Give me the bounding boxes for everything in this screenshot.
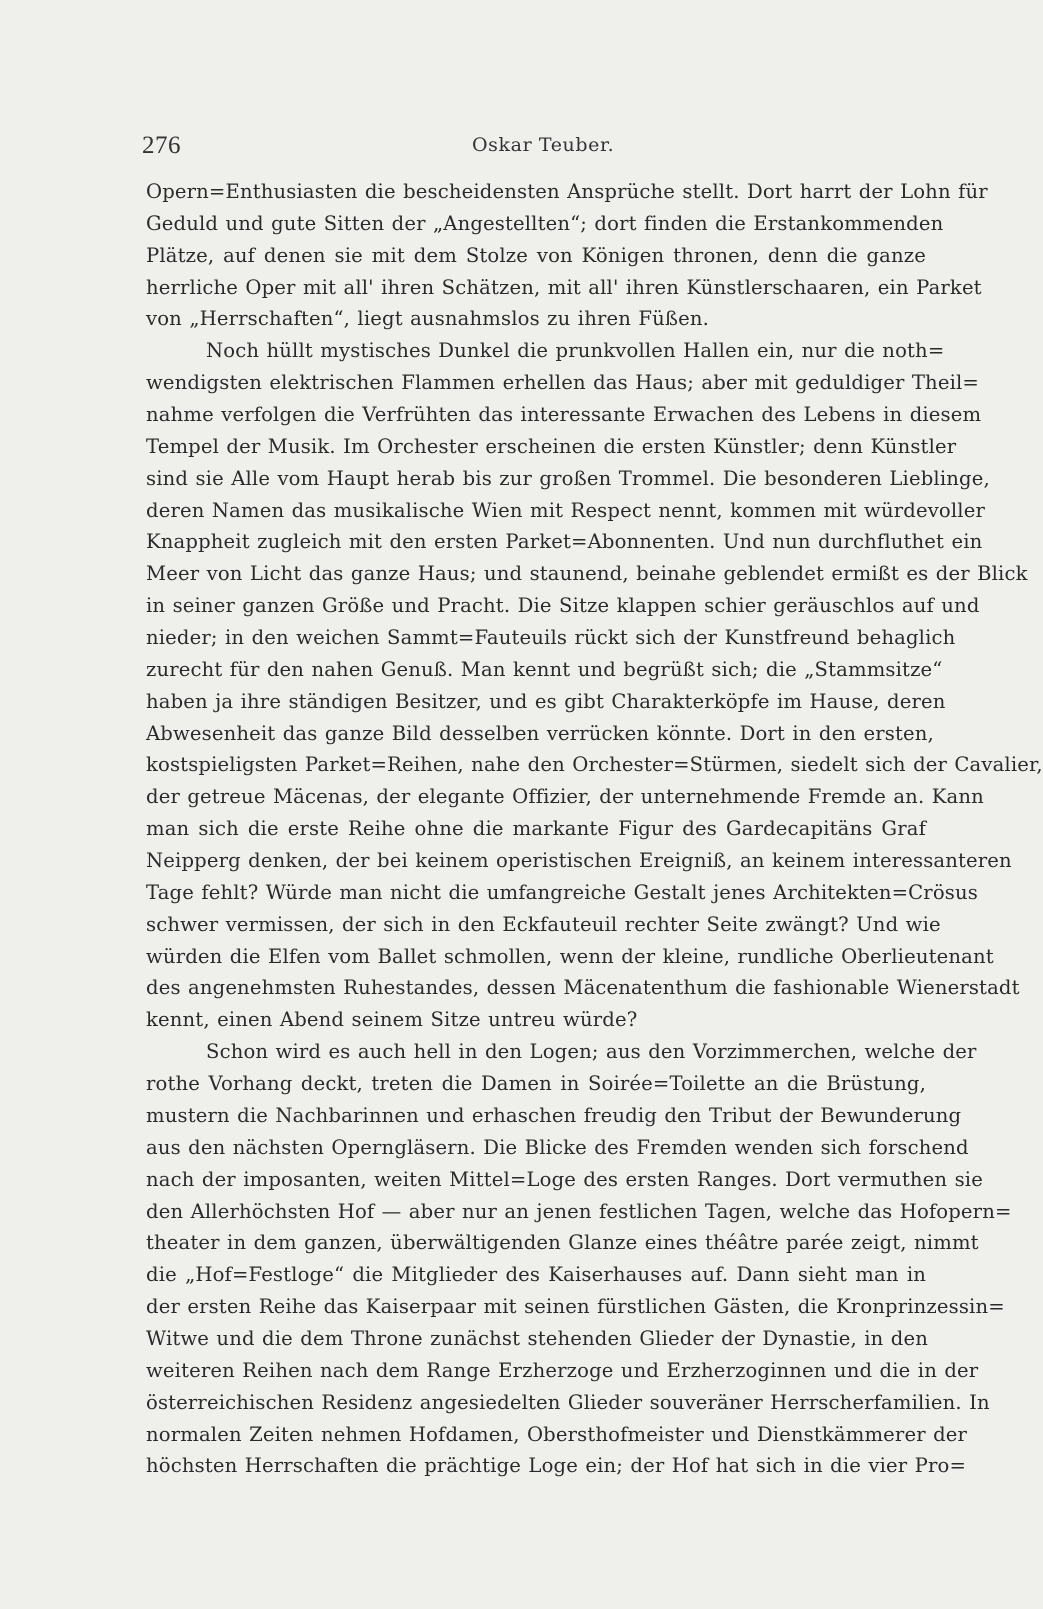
text-line: Tempel der Musik. Im Orchester erscheinen die ersten Künstler; denn Künstler: [146, 434, 957, 458]
text-line: zurecht für den nahen Genuß. Man kennt und begrüßt sich; die „Stammsitze“: [146, 657, 943, 681]
text-line: mustern die Nachbarinnen und erhaschen freudig den Tribut der Bewunderung: [146, 1103, 962, 1127]
text-line: herrliche Oper mit all' ihren Schätzen, mit all' ihren Künstlerschaaren, ein Parket: [146, 275, 982, 299]
text-line: weiteren Reihen nach dem Range Erzherzoge und Erzherzoginnen und die in der: [146, 1358, 979, 1382]
text-line: theater in dem ganzen, überwältigenden Glanze eines théâtre parée zeigt, nimmt: [146, 1231, 979, 1255]
running-head: Oskar Teuber.: [472, 134, 615, 156]
text-line: Plätze, auf denen sie mit dem Stolze von Königen thronen, denn die ganze: [146, 243, 926, 267]
text-line: Witwe und die dem Throne zunächst stehenden Glieder der Dynastie, in den: [146, 1326, 928, 1350]
text-line: deren Namen das musikalische Wien mit Respect nennt, kommen mit würdevoller: [146, 498, 985, 522]
text-line: haben ja ihre ständigen Besitzer, und es gibt Charakterköpfe im Hause, deren: [146, 689, 946, 713]
text-line: Abwesenheit das ganze Bild desselben verrücken könnte. Dort in den ersten,: [146, 721, 934, 745]
text-line: der getreue Mäcenas, der elegante Offizier, der unternehmende Fremde an. Kann: [146, 785, 984, 809]
page-number: 276: [142, 132, 181, 159]
text-line: den Allerhöchsten Hof — aber nur an jenen festlichen Tagen, welche das Hofopern=: [146, 1199, 1012, 1223]
text-line: Knappheit zugleich mit den ersten Parket=Abonnenten. Und nun durchfluthet ein: [146, 530, 983, 554]
text-line: Schon wird es auch hell in den Logen; aus den Vorzimmerchen, welche der: [206, 1040, 977, 1064]
text-line: Tage fehlt? Würde man nicht die umfangreiche Gestalt jenes Architekten=Crösus: [146, 880, 978, 904]
text-line: die „Hof=Festloge“ die Mitglieder des Kaiserhauses auf. Dann sieht man in: [146, 1263, 926, 1287]
text-line: österreichischen Residenz angesiedelten Glieder souveräner Herrscherfamilien. In: [146, 1390, 990, 1414]
text-line: des angenehmsten Ruhestandes, dessen Mäcenatenthum die fashionable Wienerstadt: [146, 976, 1020, 1000]
text-line: aus den nächsten Operngläsern. Die Blicke des Fremden wenden sich forschend: [146, 1135, 969, 1159]
text-line: nahme verfolgen die Verfrühten das interessante Erwachen des Lebens in diesem: [146, 403, 982, 427]
text-line: von „Herrschaften“, liegt ausnahmslos zu ihren Füßen.: [146, 307, 710, 331]
text-line: Noch hüllt mystisches Dunkel die prunkvollen Hallen ein, nur die noth=: [206, 339, 945, 363]
text-line: sind sie Alle vom Haupt herab bis zur großen Trommel. Die besonderen Lieblinge,: [146, 466, 990, 490]
text-line: kostspieligsten Parket=Reihen, nahe den Orchester=Stürmen, siedelt sich der Cavalier,: [146, 753, 1043, 777]
page-header: [142, 126, 922, 166]
text-line: man sich die erste Reihe ohne die markante Figur des Gardecapitäns Graf: [146, 817, 926, 841]
text-line: höchsten Herrschaften die prächtige Loge ein; der Hof hat sich in die vier Pro=: [146, 1454, 967, 1478]
text-line: wendigsten elektrischen Flammen erhellen das Haus; aber mit geduldiger Theil=: [146, 371, 979, 395]
text-line: Opern=Enthusiasten die bescheidensten Ansprüche stellt. Dort harrt der Lohn für: [146, 180, 988, 203]
text-line: würden die Elfen vom Ballet schmollen, wenn der kleine, rundliche Oberlieutenant: [146, 944, 994, 968]
text-line: Meer von Licht das ganze Haus; und staunend, beinahe geblendet ermißt es der Blick: [146, 562, 1028, 586]
text-line: schwer vermissen, der sich in den Eckfauteuil rechter Seite zwängt? Und wie: [146, 912, 941, 936]
text-line: rothe Vorhang deckt, treten die Damen in Soirée=Toilette an die Brüstung,: [146, 1072, 926, 1096]
body-text: [146, 176, 1043, 1482]
text-line: Neipperg denken, der bei keinem operistischen Ereigniß, an keinem interessanteren: [146, 849, 1012, 873]
text-line: nach der imposanten, weiten Mittel=Loge des ersten Ranges. Dort vermuthen sie: [146, 1167, 983, 1191]
text-line: der ersten Reihe das Kaiserpaar mit seinen fürstlichen Gästen, die Kronprinzessin=: [146, 1295, 1005, 1319]
text-line: kennt, einen Abend seinem Sitze untreu würde?: [146, 1008, 638, 1032]
text-line: Geduld und gute Sitten der „Angestellten“; dort finden die Erstankommenden: [146, 211, 944, 235]
text-line: in seiner ganzen Größe und Pracht. Die Sitze klappen schier geräuschlos auf und: [146, 594, 980, 618]
text-line: nieder; in den weichen Sammt=Fauteuils rückt sich der Kunstfreund behaglich: [146, 626, 956, 650]
text-line: normalen Zeiten nehmen Hofdamen, Obersthofmeister und Dienstkämmerer der: [146, 1422, 968, 1446]
